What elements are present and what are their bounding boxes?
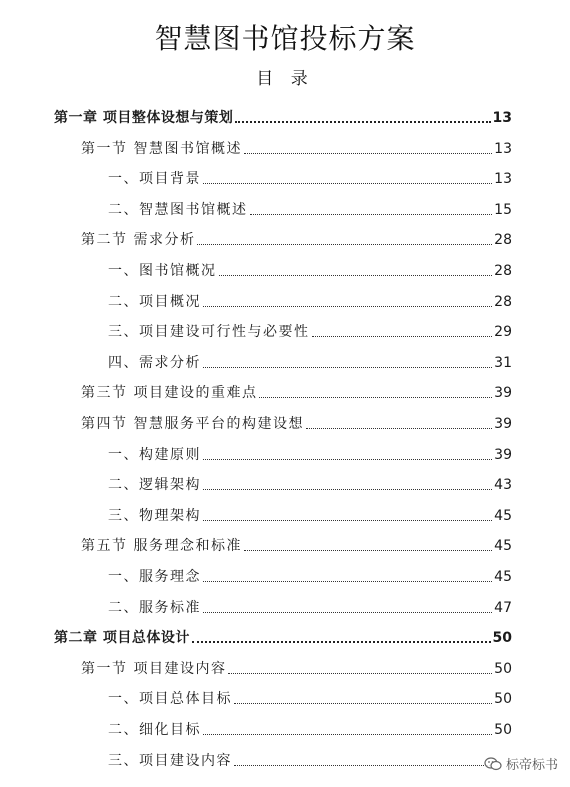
toc-heading: 目 录: [256, 69, 314, 89]
toc-section-entry[interactable]: [81, 379, 512, 403]
toc-chapter-entry[interactable]: [54, 624, 512, 648]
toc-leader-dots: [244, 152, 492, 154]
toc-entry-label: 第二章 项目总体设计: [54, 630, 190, 647]
toc-entry-label: 第三节 项目建设的重难点: [81, 385, 258, 402]
toc-page-number: 28: [494, 263, 512, 279]
toc-subsection-entry[interactable]: [108, 563, 512, 587]
toc-page-number: 50: [494, 722, 512, 738]
toc-leader-dots: [203, 580, 492, 582]
toc-entry-label: 二、逻辑架构: [108, 477, 201, 494]
toc-leader-dots: [203, 366, 492, 368]
document-title: 智慧图书馆投标方案: [154, 22, 416, 55]
toc-subsection-entry[interactable]: [108, 318, 512, 342]
toc-leader-dots: [203, 519, 492, 521]
toc-page-number: 45: [494, 538, 512, 555]
toc-page-number: 45: [494, 507, 512, 524]
toc-page-number: 45: [494, 569, 512, 585]
toc-leader-dots: [234, 764, 492, 766]
toc-leader-dots: [235, 120, 490, 123]
toc-page-number: 13: [492, 110, 512, 126]
toc-entry-label: 第一节 项目建设内容: [81, 660, 227, 677]
toc-entry-label: 一、构建原则: [108, 446, 201, 463]
toc-page-number: 31: [494, 354, 512, 371]
toc-entry-label: 二、服务标准: [108, 599, 201, 616]
toc-page-number: 28: [494, 293, 512, 310]
toc-leader-dots: [312, 335, 493, 337]
toc-entry-label: 三、项目建设可行性与必要性: [108, 324, 310, 341]
toc-entry-label: 四、需求分析: [108, 354, 201, 371]
toc-entry-label: 一、项目总体目标: [108, 691, 232, 708]
toc-subsection-entry[interactable]: [108, 747, 512, 771]
toc-entry-label: 三、物理架构: [108, 507, 201, 524]
toc-subsection-entry[interactable]: [108, 288, 512, 312]
toc-subsection-entry[interactable]: [108, 685, 512, 709]
toc-subsection-entry[interactable]: [108, 502, 512, 526]
toc-leader-dots: [203, 458, 492, 460]
toc-leader-dots: [259, 396, 492, 398]
toc-leader-dots: [234, 702, 492, 704]
toc-subsection-entry[interactable]: [108, 716, 512, 740]
toc-section-entry[interactable]: [81, 135, 512, 159]
toc-page-number: 39: [494, 446, 512, 463]
toc-leader-dots: [203, 611, 492, 613]
toc-leader-dots: [219, 274, 493, 276]
toc-page-number: 39: [494, 385, 512, 402]
toc-entry-label: 第一章 项目整体设想与策划: [54, 110, 234, 126]
toc-entry-label: 二、项目概况: [108, 293, 201, 310]
toc-leader-dots: [306, 427, 492, 429]
toc-page-number: 39: [494, 416, 512, 432]
toc-subsection-entry[interactable]: [108, 471, 512, 495]
toc-page-number: 50: [492, 630, 512, 647]
toc-subsection-entry[interactable]: [108, 196, 512, 220]
toc-page-number: 43: [494, 477, 512, 494]
toc-entry-label: 第二节 需求分析: [81, 232, 196, 249]
toc-leader-dots: [244, 549, 492, 551]
toc-leader-dots: [192, 640, 491, 643]
toc-entry-label: 二、智慧图书馆概述: [108, 201, 248, 218]
toc-leader-dots: [203, 488, 492, 490]
toc-leader-dots: [203, 305, 492, 307]
toc-entry-label: 二、细化目标: [108, 722, 201, 738]
toc-page-number: 13: [494, 171, 512, 188]
toc-section-entry[interactable]: [81, 655, 512, 679]
toc-subsection-entry[interactable]: [108, 165, 512, 189]
toc-entry-label: 一、图书馆概况: [108, 263, 217, 279]
watermark-text: 标帝标书: [505, 758, 558, 773]
toc-entry-label: 第五节 服务理念和标准: [81, 538, 242, 555]
toc-leader-dots: [228, 672, 492, 674]
toc-leader-dots: [250, 213, 493, 215]
toc-entry-label: 一、服务理念: [108, 569, 201, 585]
toc-section-entry[interactable]: [81, 532, 512, 556]
toc-page-number: 15: [494, 201, 512, 218]
toc-chapter-entry[interactable]: [54, 104, 512, 128]
toc-leader-dots: [203, 733, 492, 735]
toc-entry-label: 第一节 智慧图书馆概述: [81, 140, 242, 157]
watermark: [484, 754, 558, 773]
toc-page-number: 47: [494, 599, 512, 616]
toc-section-entry[interactable]: [81, 410, 512, 434]
toc-entry-label: 第四节 智慧服务平台的构建设想: [81, 416, 304, 432]
wechat-icon: [484, 757, 502, 771]
toc-entry-label: 三、项目建设内容: [108, 752, 232, 769]
toc-section-entry[interactable]: [81, 226, 512, 250]
toc-subsection-entry[interactable]: [108, 594, 512, 618]
toc-page-number: 50: [494, 691, 512, 708]
toc-subsection-entry[interactable]: [108, 257, 512, 281]
toc-page-number: 50: [494, 660, 512, 677]
toc-entry-label: 一、项目背景: [108, 171, 201, 188]
toc-page-number: 28: [494, 232, 512, 249]
toc-leader-dots: [197, 243, 492, 245]
toc-leader-dots: [203, 182, 492, 184]
toc-page-number: 13: [494, 140, 512, 157]
toc-page-number: 29: [494, 324, 512, 341]
toc-subsection-entry[interactable]: [108, 441, 512, 465]
toc-subsection-entry[interactable]: [108, 349, 512, 373]
